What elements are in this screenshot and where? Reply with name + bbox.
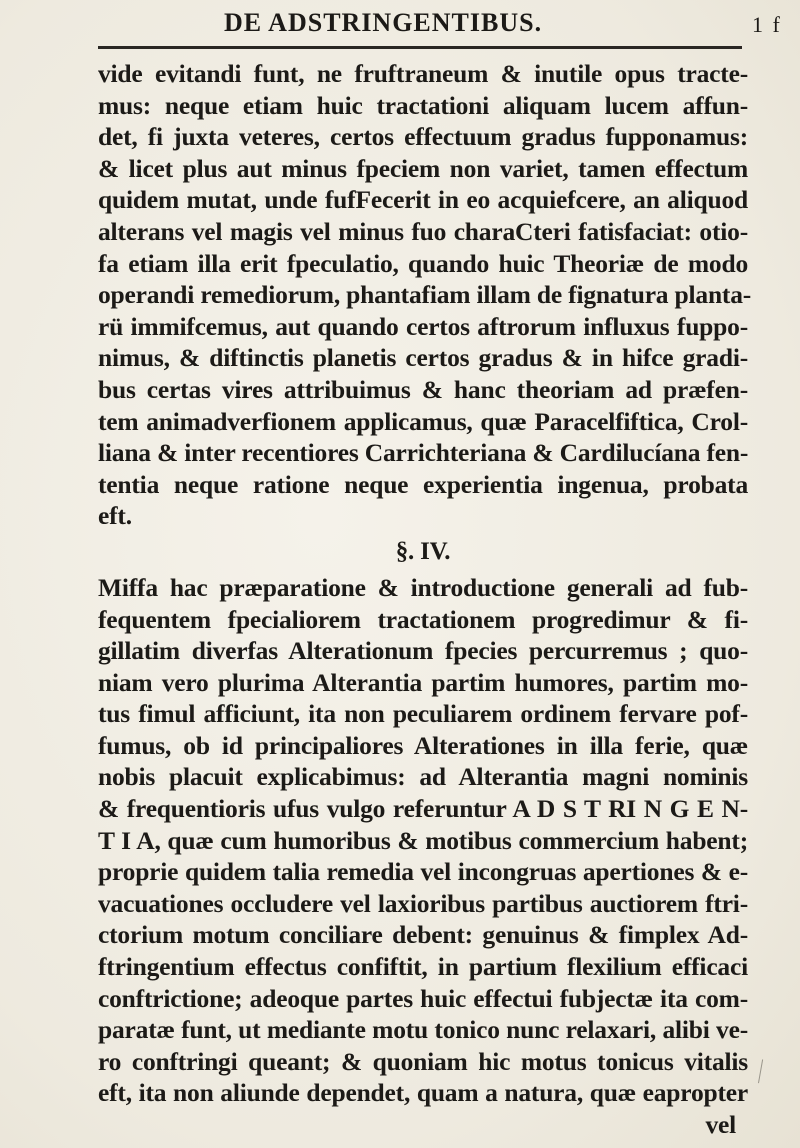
header-rule	[98, 46, 742, 49]
text-line: quidem mutat, unde fufFecerit in eo acquiefcere, an aliquod	[98, 185, 748, 215]
text-line: vacuationes occludere vel laxioribus partibus auctiorem ftri-	[98, 888, 748, 918]
page-number: 1 f	[752, 12, 782, 37]
text-line: gillatim diverfas Alterationum fpecies percurremus ; quo-	[98, 636, 748, 666]
text-line: ro conftringi queant; & quoniam hic motus tonicus vitalis	[98, 1046, 748, 1076]
text-line: nobis placuit explicabimus: ad Alterantia magni nominis	[98, 762, 748, 792]
text-line: tentia neque ratione neque experientia ingenua, probata	[98, 469, 748, 499]
text-line: fumus, ob id principaliores Alterationes in illa ferie, quæ	[98, 730, 748, 760]
text-line: rü immifcemus, aut quando certos aftrorum influxus fuppo-	[98, 311, 748, 341]
paragraph-after-section	[98, 572, 748, 1109]
text-line: operandi remediorum, phantafiam illam de fignatura planta-	[98, 280, 752, 310]
paragraph-before-section	[98, 58, 752, 532]
main-text	[98, 58, 752, 1141]
text-line: fequentem fpecialiorem tractationem progredimur & fi-	[98, 604, 748, 634]
text-line: conftrictione; adeoque partes huic effectui fubjectæ ita com-	[98, 983, 748, 1013]
text-line: vide evitandi funt, ne fruftraneum & inutile opus tracte-	[98, 59, 748, 88]
text-line: & licet plus aut minus fpeciem non variet, tamen effectum	[98, 153, 748, 183]
text-line: Miffa hac præparatione & introductione generali ad fub-	[98, 572, 748, 602]
text-line: tus fimul afficiunt, ita non peculiarem ordinem fervare pof-	[98, 699, 748, 729]
text-line: eft, ita non aliunde dependet, quam a natura, quæ eapropter	[98, 1078, 748, 1108]
text-line: nimus, & diftinctis planetis certos gradus & in hifce gradi-	[98, 343, 748, 373]
text-line: proprie quidem talia remedia vel incongruas apertiones & e-	[98, 857, 748, 887]
margin-mark	[758, 1059, 771, 1084]
running-head	[0, 8, 800, 42]
text-line: niam vero plurima Alterantia partim humores, partim mo-	[98, 667, 748, 697]
section-heading: §. IV.	[395, 537, 451, 565]
text-line: det, fi juxta veteres, certos effectuum gradus fupponamus:	[98, 122, 748, 152]
text-line: fa etiam illa erit fpeculatio, quando huic Theoriæ de modo	[98, 248, 748, 278]
text-line: mus: neque etiam huic tractationi aliquam lucem affun-	[98, 90, 748, 120]
catchword: vel	[705, 1110, 736, 1139]
text-line: alterans vel magis vel minus fuo charaCteri fatisfaciat: otio-	[98, 216, 748, 246]
text-line: tem animadverfionem applicamus, quæ Paracelfiftica, Crol-	[98, 406, 748, 436]
text-line: ctorium motum conciliare debent: genuinus & fimplex Ad-	[98, 920, 748, 950]
text-line: & frequentioris ufus vulgo referuntur A D S T RI N G E N-	[98, 794, 748, 824]
text-line: bus certas vires attribuimus & hanc theoriam ad præfen-	[98, 374, 748, 404]
text-line: T I A, quæ cum humoribus & motibus commercium habent;	[98, 825, 748, 855]
text-line: paratæ funt, ut mediante motu tonico nunc relaxari, alibi ve-	[98, 1015, 748, 1045]
text-line: ftringentium effectus confiftit, in partium flexilium efficaci	[98, 952, 748, 982]
running-title: DE ADSTRINGENTIBUS.	[224, 8, 543, 37]
text-line: liana & inter recentiores Carrichteriana & Cardilucíana fen-	[98, 438, 749, 468]
text-line: eft.	[98, 501, 132, 531]
